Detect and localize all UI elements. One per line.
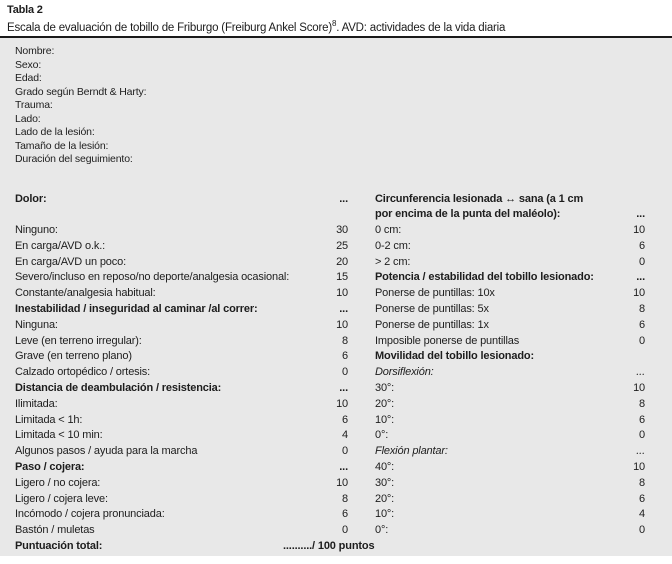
score-left-label: Ligero / cojera leve: xyxy=(15,492,108,505)
score-right-value: 8 xyxy=(639,476,645,489)
score-right-label: > 2 cm: xyxy=(375,255,411,268)
total-label: Puntuación total: xyxy=(15,540,103,553)
patient-field: Lado de la lesión: xyxy=(15,126,95,138)
score-right-value: 10 xyxy=(633,382,645,395)
score-left-value: 10 xyxy=(336,287,348,300)
score-right-value: 6 xyxy=(639,318,645,331)
score-right-label: Circunferencia lesionada ↔ sana (a 1 cm xyxy=(375,192,584,205)
score-left-label: Bastón / muletas xyxy=(15,524,95,537)
score-left-label: En carga/AVD o.k.: xyxy=(15,239,106,252)
patient-field: Trauma: xyxy=(15,99,53,111)
score-right-value xyxy=(612,349,645,365)
score-left-value: 6 xyxy=(342,350,348,363)
score-right-label: 0°: xyxy=(375,429,389,442)
score-right-value: 6 xyxy=(639,239,645,252)
score-left-label: En carga/AVD un poco: xyxy=(15,255,126,268)
table-title-text: Escala de evaluación de tobillo de Friburgo (Freiburg Ankel Score) xyxy=(7,21,332,34)
score-right-value: 10 xyxy=(633,461,645,474)
score-right-label: 30°: xyxy=(375,476,395,489)
score-right-value: 0 xyxy=(639,255,645,268)
score-left-value: 0 xyxy=(342,366,348,379)
score-left-label: Ninguna: xyxy=(15,318,58,331)
score-left-value: 6 xyxy=(342,413,348,426)
score-right-value: 8 xyxy=(639,397,645,410)
score-right-label: Ponerse de puntillas: 10x xyxy=(375,287,495,300)
score-left-label: Algunos pasos / ayuda para la marcha xyxy=(15,445,198,458)
score-left-label: Limitada < 1h: xyxy=(15,413,83,426)
score-left-value: ... xyxy=(339,303,348,316)
patient-field: Nombre: xyxy=(15,45,55,57)
score-left-value xyxy=(315,207,348,223)
score-right-label: 10°: xyxy=(375,413,395,426)
citation-superscript: 8 xyxy=(331,19,337,28)
patient-fields xyxy=(15,45,657,167)
patient-field: Edad: xyxy=(15,72,42,84)
score-right-label: Imposible ponerse de puntillas xyxy=(375,334,520,347)
table-number: Tabla 2 xyxy=(7,4,43,16)
patient-field: Sexo: xyxy=(15,58,42,71)
score-right-label: por encima de la punta del maléolo): xyxy=(375,208,561,221)
score-left-label: Incómodo / cojera pronunciada: xyxy=(15,508,165,521)
total-value: ........../ 100 puntos xyxy=(283,540,375,553)
score-left-label: Inestabilidad / inseguridad al caminar /al correr: xyxy=(15,303,258,316)
score-left-label: Severo/incluso en reposo/no deporte/analgesia ocasional: xyxy=(15,271,290,284)
score-right-value: ... xyxy=(636,445,645,458)
table-title xyxy=(7,17,662,35)
score-right-label: Dorsiflexión: xyxy=(375,366,434,379)
score-left-value: ... xyxy=(339,461,348,474)
score-right-label: Movilidad del tobillo lesionado: xyxy=(375,350,534,363)
patient-field: Grado según Berndt & Harty: xyxy=(15,85,147,98)
score-right-value xyxy=(612,192,645,208)
score-right-label: Potencia / estabilidad del tobillo lesionado: xyxy=(375,271,594,284)
score-right-label: 0-2 cm: xyxy=(375,239,411,252)
score-left-label: Constante/analgesia habitual: xyxy=(15,287,156,300)
score-right-value: ... xyxy=(636,271,645,284)
total-row xyxy=(15,539,657,555)
score-right-value: 10 xyxy=(633,287,645,300)
score-left-value: 20 xyxy=(336,255,348,268)
score-left-value: 6 xyxy=(342,508,348,521)
score-left-value: 25 xyxy=(336,239,348,252)
score-left-value: 8 xyxy=(342,492,348,505)
score-right-label: Ponerse de puntillas: 5x xyxy=(375,303,489,316)
score-right-value: 10 xyxy=(633,224,645,237)
score-right-label: 20°: xyxy=(375,492,395,505)
score-left-value: 15 xyxy=(336,271,348,284)
table-title-note: . AVD: actividades de la vida diaria xyxy=(336,21,506,34)
score-left-label: Distancia de deambulación / resistencia: xyxy=(15,382,222,395)
score-right-label: 10°: xyxy=(375,508,395,521)
score-right-value: 0 xyxy=(639,524,645,537)
score-left-label: Ligero / no cojera: xyxy=(15,476,101,489)
score-sheet-panel xyxy=(0,38,672,556)
score-left-value: 10 xyxy=(336,318,348,331)
score-right-value: 6 xyxy=(639,492,645,505)
score-right-value: ... xyxy=(636,208,645,221)
score-right-value: ... xyxy=(636,366,645,379)
score-right-label: 40°: xyxy=(375,461,395,474)
score-grid xyxy=(15,192,657,540)
score-right-value: 6 xyxy=(639,413,645,426)
patient-field: Lado: xyxy=(15,112,41,125)
score-left-label: Ninguno: xyxy=(15,224,58,237)
score-left-value: 10 xyxy=(336,476,348,489)
score-left-label: Grave (en terreno plano) xyxy=(15,350,132,363)
score-left-label: Dolor: xyxy=(15,192,47,205)
score-right-label: 20°: xyxy=(375,397,395,410)
score-right-value: 4 xyxy=(639,508,645,521)
score-left-label xyxy=(15,207,315,223)
score-right-value: 8 xyxy=(639,303,645,316)
score-left-label: Paso / cojera: xyxy=(15,461,85,474)
score-left-value: 10 xyxy=(336,397,348,410)
score-right-label: Flexión plantar: xyxy=(375,445,448,458)
score-left-label: Leve (en terreno irregular): xyxy=(15,334,142,347)
score-left-label: Limitada < 10 min: xyxy=(15,429,103,442)
score-left-value: 8 xyxy=(342,334,348,347)
patient-field: Tamaño de la lesión: xyxy=(15,139,109,152)
score-right-label: Ponerse de puntillas: 1x xyxy=(375,318,489,331)
score-left-label: Ilimitada: xyxy=(15,397,58,410)
score-left-value: 30 xyxy=(336,224,348,237)
score-left-value: ... xyxy=(339,382,348,395)
score-left-label: Calzado ortopédico / ortesis: xyxy=(15,366,151,379)
score-left-value: 0 xyxy=(342,445,348,458)
table-caption xyxy=(7,3,662,35)
score-right-label: 0°: xyxy=(375,524,389,537)
score-left-value: 0 xyxy=(342,524,348,537)
patient-field: Duración del seguimiento: xyxy=(15,153,133,165)
score-right-value: 0 xyxy=(639,429,645,442)
score-right-label: 0 cm: xyxy=(375,224,402,237)
score-left-value: ... xyxy=(339,192,348,205)
score-right-value: 0 xyxy=(639,334,645,347)
score-right-label: 30°: xyxy=(375,382,395,395)
score-left-value: 4 xyxy=(342,429,348,442)
